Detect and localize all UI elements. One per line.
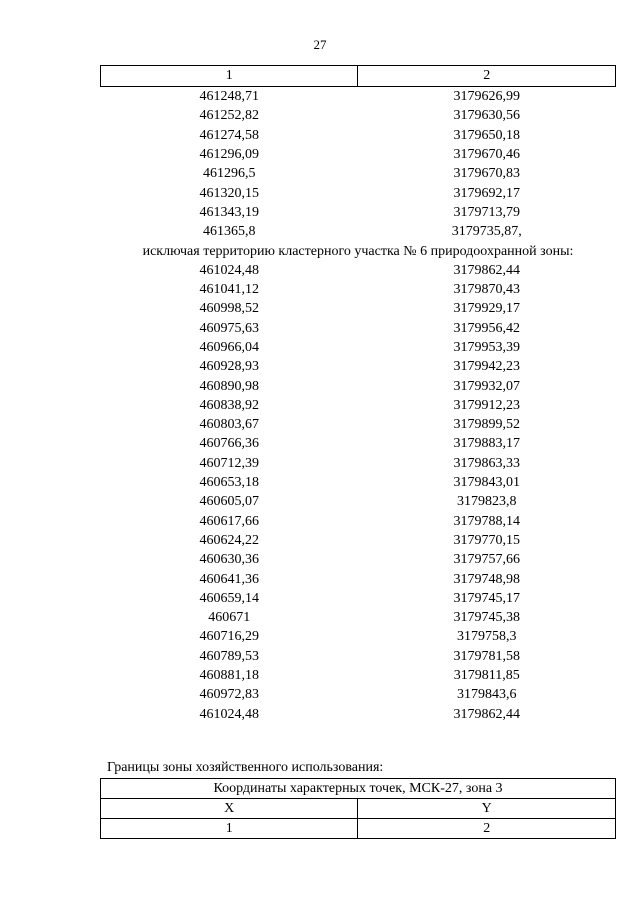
table-row (101, 261, 616, 280)
table-row (101, 492, 616, 511)
table-row (101, 531, 616, 550)
x-coordinate-cell: 461343,19 (199, 204, 259, 220)
y-coordinate-cell: 3179883,17 (453, 436, 520, 452)
table-row (101, 87, 616, 107)
y-coordinate-cell: 3179670,83 (453, 166, 520, 182)
y-coordinate-cell: 3179745,38 (453, 610, 520, 626)
table-caption-row (101, 779, 616, 799)
y-coordinate-cell: 3179781,58 (453, 648, 520, 664)
y-coordinate-cell: 3179823,8 (456, 494, 517, 510)
x-coordinate-cell: 460712,39 (199, 455, 259, 471)
x-coordinate-cell: 460803,67 (199, 417, 259, 433)
section-title: Границы зоны хозяйственного использования: (107, 760, 384, 775)
x-coordinate-cell: 461274,58 (199, 127, 259, 143)
table-row (101, 608, 616, 627)
x-coordinate-cell: 461252,82 (199, 108, 259, 124)
table-row (101, 666, 616, 685)
table-header-row (101, 66, 616, 87)
table-row (101, 222, 616, 241)
table-row (101, 338, 616, 357)
x-coordinate-cell: 461320,15 (199, 185, 259, 201)
x-coordinate-cell: 460928,93 (199, 359, 259, 375)
y-coordinate-cell: 3179670,46 (453, 147, 520, 163)
x-coordinate-cell: 460671 (208, 610, 251, 626)
table-header-row (101, 799, 616, 819)
x-coordinate-cell: 460716,29 (199, 629, 259, 645)
table-row (101, 299, 616, 318)
x-coordinate-cell: 461248,71 (199, 89, 259, 105)
table-row (101, 106, 616, 125)
column-header-y: Y (358, 799, 616, 819)
table-row (101, 589, 616, 608)
y-coordinate-cell: 3179929,17 (453, 301, 520, 317)
table-row (101, 357, 616, 376)
x-coordinate-cell: 460998,52 (199, 301, 259, 317)
table-row (101, 183, 616, 202)
x-coordinate-cell: 460975,63 (199, 320, 259, 336)
x-coordinate-cell: 460630,36 (199, 552, 259, 568)
y-coordinate-cell: 3179713,79 (453, 204, 520, 220)
table-row (101, 454, 616, 473)
column-header-x: X (101, 799, 358, 819)
x-coordinate-cell: 460605,07 (199, 494, 259, 510)
x-coordinate-cell: 460890,98 (199, 378, 259, 394)
table-row (101, 280, 616, 299)
x-coordinate-cell: 460617,66 (199, 513, 259, 529)
table-row (101, 415, 616, 434)
table-row (101, 512, 616, 531)
x-coordinate-cell: 460972,83 (199, 687, 259, 703)
table-number-row (101, 819, 616, 839)
x-coordinate-cell: 460641,36 (199, 571, 259, 587)
column-number-1: 1 (101, 66, 358, 87)
y-coordinate-cell: 3179758,3 (456, 629, 517, 645)
y-coordinate-cell: 3179811,85 (453, 668, 520, 684)
table-row (101, 434, 616, 453)
x-coordinate-cell: 461296,09 (199, 147, 259, 163)
x-coordinate-cell: 460838,92 (199, 397, 259, 413)
y-coordinate-cell: 3179650,18 (453, 127, 520, 143)
coordinates-table (100, 65, 616, 724)
y-coordinate-cell: 3179770,15 (453, 532, 520, 548)
exclusion-note-row (101, 241, 616, 260)
page-number: 27 (313, 37, 327, 52)
y-coordinate-cell: 3179748,98 (453, 571, 520, 587)
x-coordinate-cell: 460624,22 (199, 532, 259, 548)
y-coordinate-cell: 3179942,23 (453, 359, 520, 375)
column-number-2: 2 (358, 819, 616, 839)
y-coordinate-cell: 3179630,56 (453, 108, 520, 124)
table-row (101, 145, 616, 164)
x-coordinate-cell: 461024,48 (199, 706, 259, 722)
x-coordinate-cell: 460653,18 (199, 475, 259, 491)
y-coordinate-cell: 3179912,23 (453, 397, 520, 413)
y-coordinate-cell: 3179788,14 (453, 513, 520, 529)
table-row (101, 550, 616, 569)
table-caption: Координаты характерных точек, МСК-27, зона 3 (101, 779, 616, 799)
y-coordinate-cell: 3179862,44 (453, 706, 520, 722)
table-row (101, 647, 616, 666)
table-row (101, 319, 616, 338)
x-coordinate-cell: 460766,36 (199, 436, 259, 452)
y-coordinate-cell: 3179735,87, (451, 224, 522, 240)
x-coordinate-cell: 461365,8 (202, 224, 256, 240)
y-coordinate-cell: 3179626,99 (453, 89, 520, 105)
y-coordinate-cell: 3179843,6 (456, 687, 517, 703)
table-row (101, 203, 616, 222)
x-coordinate-cell: 461024,48 (199, 262, 259, 278)
table-row (101, 126, 616, 145)
y-coordinate-cell: 3179862,44 (453, 262, 520, 278)
column-number-2: 2 (358, 66, 616, 87)
y-coordinate-cell: 3179692,17 (453, 185, 520, 201)
exclusion-note: исключая территорию кластерного участка № 6 природоохранной зоны: (142, 243, 574, 259)
x-coordinate-cell: 460881,18 (199, 668, 259, 684)
y-coordinate-cell: 3179956,42 (453, 320, 520, 336)
x-coordinate-cell: 461041,12 (199, 282, 259, 298)
table-row (101, 396, 616, 415)
column-number-1: 1 (101, 819, 358, 839)
y-coordinate-cell: 3179953,39 (453, 340, 520, 355)
y-coordinate-cell: 3179932,07 (453, 378, 520, 394)
x-coordinate-cell: 461296,5 (202, 166, 256, 182)
zone-coordinates-table (100, 778, 616, 839)
x-coordinate-cell: 460789,53 (199, 648, 259, 664)
table-row (101, 627, 616, 646)
y-coordinate-cell: 3179870,43 (453, 282, 520, 298)
table-row (101, 685, 616, 704)
y-coordinate-cell: 3179863,33 (453, 455, 520, 471)
y-coordinate-cell: 3179899,52 (453, 417, 520, 433)
y-coordinate-cell: 3179757,66 (453, 552, 520, 568)
table-row (101, 569, 616, 588)
y-coordinate-cell: 3179843,01 (453, 475, 520, 491)
x-coordinate-cell: 460966,04 (199, 340, 259, 355)
table-row (101, 705, 616, 724)
y-coordinate-cell: 3179745,17 (453, 590, 520, 606)
table-row (101, 376, 616, 395)
table-row (101, 473, 616, 492)
x-coordinate-cell: 460659,14 (199, 590, 259, 606)
table-row (101, 164, 616, 183)
